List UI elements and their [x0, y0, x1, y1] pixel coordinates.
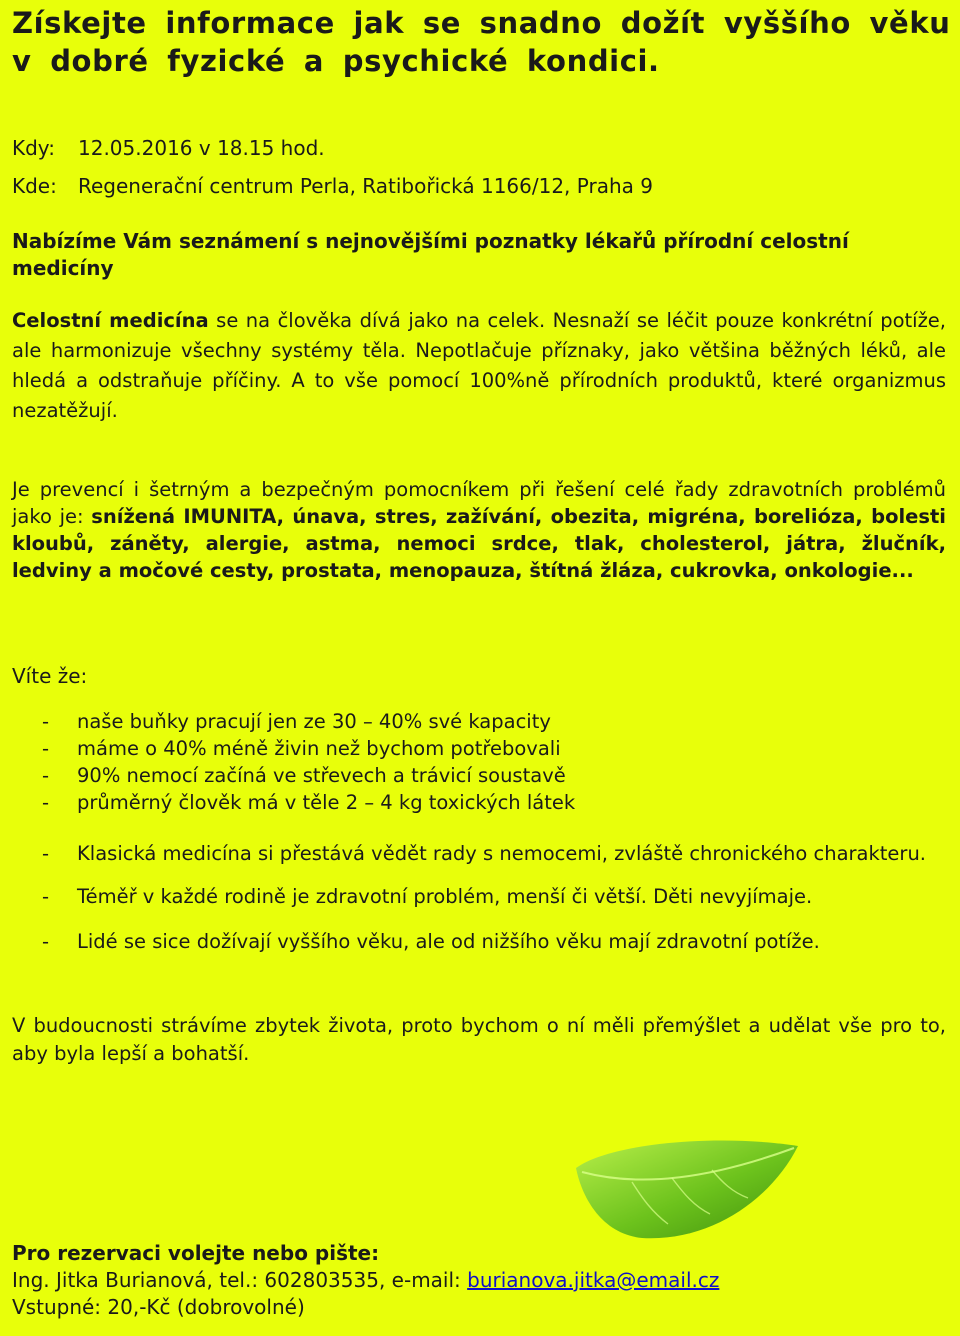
where-label: Kde:	[12, 174, 57, 198]
prevention-intro: Je prevencí i šetrným a bezpečným pomocníkem při řešení celé řady zdravotních problémů jako je:	[12, 478, 946, 528]
contact-block	[12, 1240, 719, 1321]
event-when	[12, 136, 325, 160]
list-item: - naše buňky pracují jen ze 30 – 40% své kapacity	[12, 708, 946, 735]
title-line-2: v dobré fyzické a psychické kondici.	[12, 44, 660, 78]
event-where	[12, 174, 653, 198]
email-link[interactable]: burianova.jitka@email.cz	[467, 1268, 720, 1292]
green-leaf-icon	[572, 1138, 802, 1244]
contact-person-text: Ing. Jitka Burianová, tel.: 602803535, e-mail:	[12, 1268, 468, 1292]
prevention-conditions: snížená IMUNITA, únava, stres, zažívání, obezita, migréna, borelióza, bolesti kloubů, záněty, alergie, astma, nemoci srdce, tlak, cholesterol, játra, žlučník, ledviny a močové cesty, prostata, menopauza, štítná žláza, cukrovka, onkologie...	[12, 505, 946, 582]
when-value: 12.05.2016 v 18.15 hod.	[78, 136, 325, 160]
list-item: - Téměř v každé rodině je zdravotní problém, menší či větší. Děti nevyjímaje.	[12, 883, 946, 910]
list-item: - Klasická medicína si přestává vědět rady s nemocemi, zvláště chronického charakteru.	[12, 840, 946, 867]
holistic-term: Celostní medicína	[12, 309, 209, 332]
page-title	[12, 4, 952, 80]
did-you-know-label: Víte že:	[12, 664, 88, 688]
list-item: - Lidé se sice dožívají vyššího věku, ale od nižšího věku mají zdravotní potíže.	[12, 928, 946, 955]
facts-list-a	[12, 708, 946, 816]
holistic-paragraph	[12, 306, 946, 426]
list-item: - průměrný člověk má v těle 2 – 4 kg toxických látek	[12, 789, 946, 816]
contact-person	[12, 1267, 719, 1294]
holistic-text: se na člověka dívá jako na celek. Nesnaží se léčit pouze konkrétní potíže, ale harmonizuje všechny systémy těla. Nepotlačuje příznaky, jako většina běžných léků, ale hledá a odstraňuje příčiny. A to vše pomocí 100%ně přírodních produktů, které organizmus nezatěžují.	[12, 309, 947, 422]
conclusion-paragraph: V budoucnosti strávíme zbytek života, proto bychom o ní měli přemýšlet a udělat vše pro to, aby byla lepší a bohatší.	[12, 1014, 946, 1065]
when-label: Kdy:	[12, 136, 55, 160]
prevention-paragraph	[12, 476, 946, 584]
facts-list-b	[12, 840, 946, 955]
list-item: - 90% nemocí začíná ve střevech a trávicí soustavě	[12, 762, 946, 789]
offer-heading: Nabízíme Vám seznámení s nejnovějšími poznatky lékařů přírodní celostní medicíny	[12, 229, 849, 280]
list-item: - máme o 40% méně živin než bychom potřebovali	[12, 735, 946, 762]
title-line-1: Získejte informace jak se snadno dožít vyššího věku	[12, 6, 951, 40]
contact-title: Pro rezervaci volejte nebo pište:	[12, 1241, 380, 1265]
entry-fee: Vstupné: 20,-Kč (dobrovolné)	[12, 1295, 305, 1319]
where-value: Regenerační centrum Perla, Ratibořická 1166/12, Praha 9	[78, 174, 653, 198]
